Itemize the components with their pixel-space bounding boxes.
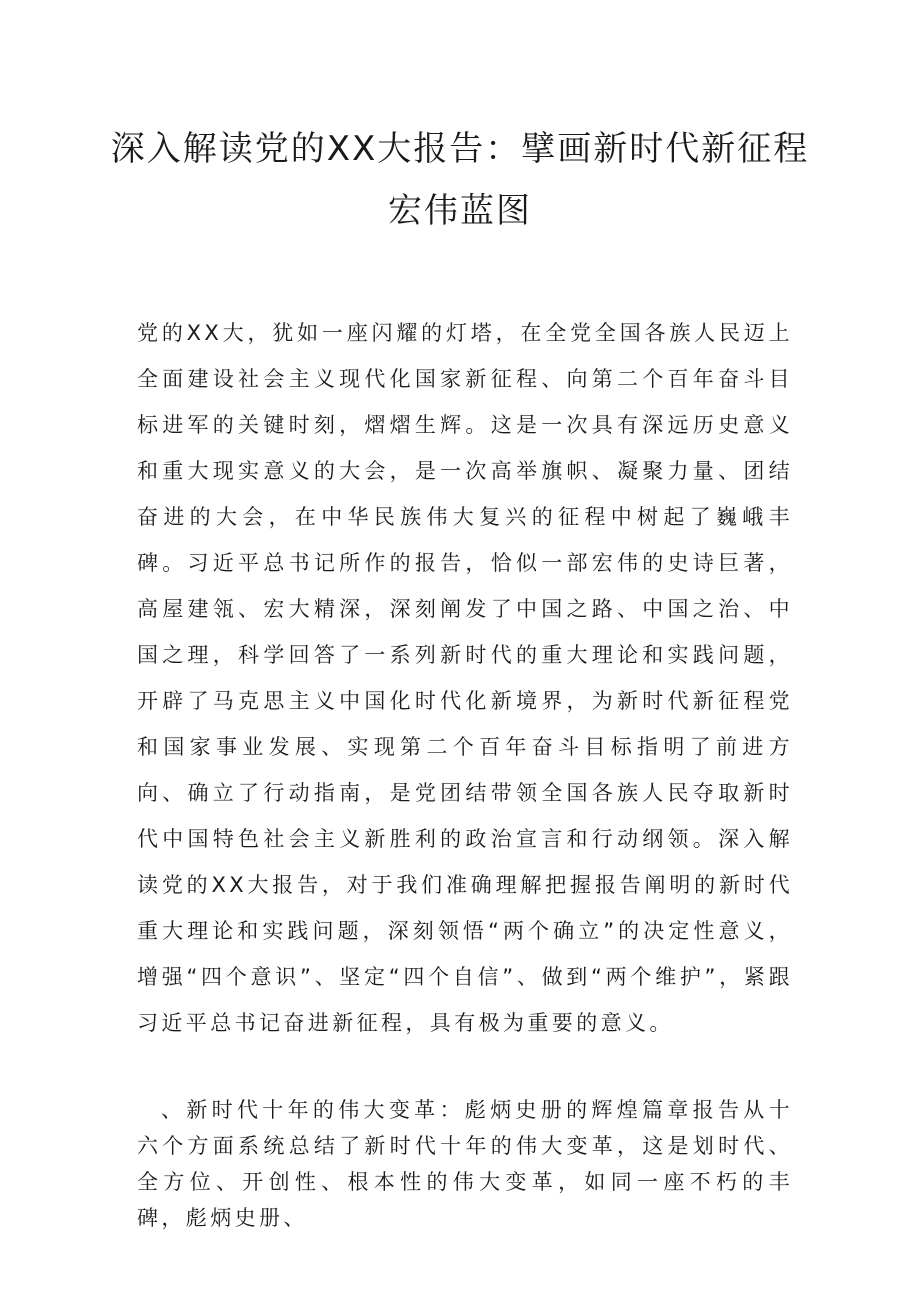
paragraph-section-one: 、新时代十年的伟大变革：彪炳史册的辉煌篇章报告从十六个方面系统总结了新时代十年的伟大变革，这是划时代、全方位、开创性、根本性的伟大变革，如同一座不朽的丰碑，彪炳史册、 <box>137 1098 793 1230</box>
paragraph-intro: 党的XX大，犹如一座闪耀的灯塔，在全党全国各族人民迈上全面建设社会主义现代化国家新征程、向第二个百年奋斗目标进军的关键时刻，熠熠生辉。这是一次具有深远历史意义和重大现实意义的大会，是一次高举旗帜、凝聚力量、团结奋进的大会，在中华民族伟大复兴的征程中树起了巍峨丰碑。习近平总书记所作的报告，恰似一部宏伟的史诗巨著，高屋建瓴、宏大精深，深刻阐发了中国之路、中国之治、中国之理，科学回答了一系列新时代的重大理论和实践问题，开辟了马克思主义中国化时代化新境界，为新时代新征程党和国家事业发展、实现第二个百年奋斗目标指明了前进方向、确立了行动指南，是党团结带领全国各族人民夺取新时代中国特色社会主义新胜利的政治宣言和行动纲领。深入解读党的XX大报告，对于我们准确理解把握报告阐明的新时代重大理论和实践问题，深刻领悟“两个确立”的决定性意义，增强“四个意识”、坚定“四个自信”、做到“两个维护”，紧跟习近平总书记奋进新征程，具有极为重要的意义。 <box>137 321 793 1035</box>
document-title: 深入解读党的XX大报告：擘画新时代新征程宏伟蓝图 <box>110 129 810 231</box>
